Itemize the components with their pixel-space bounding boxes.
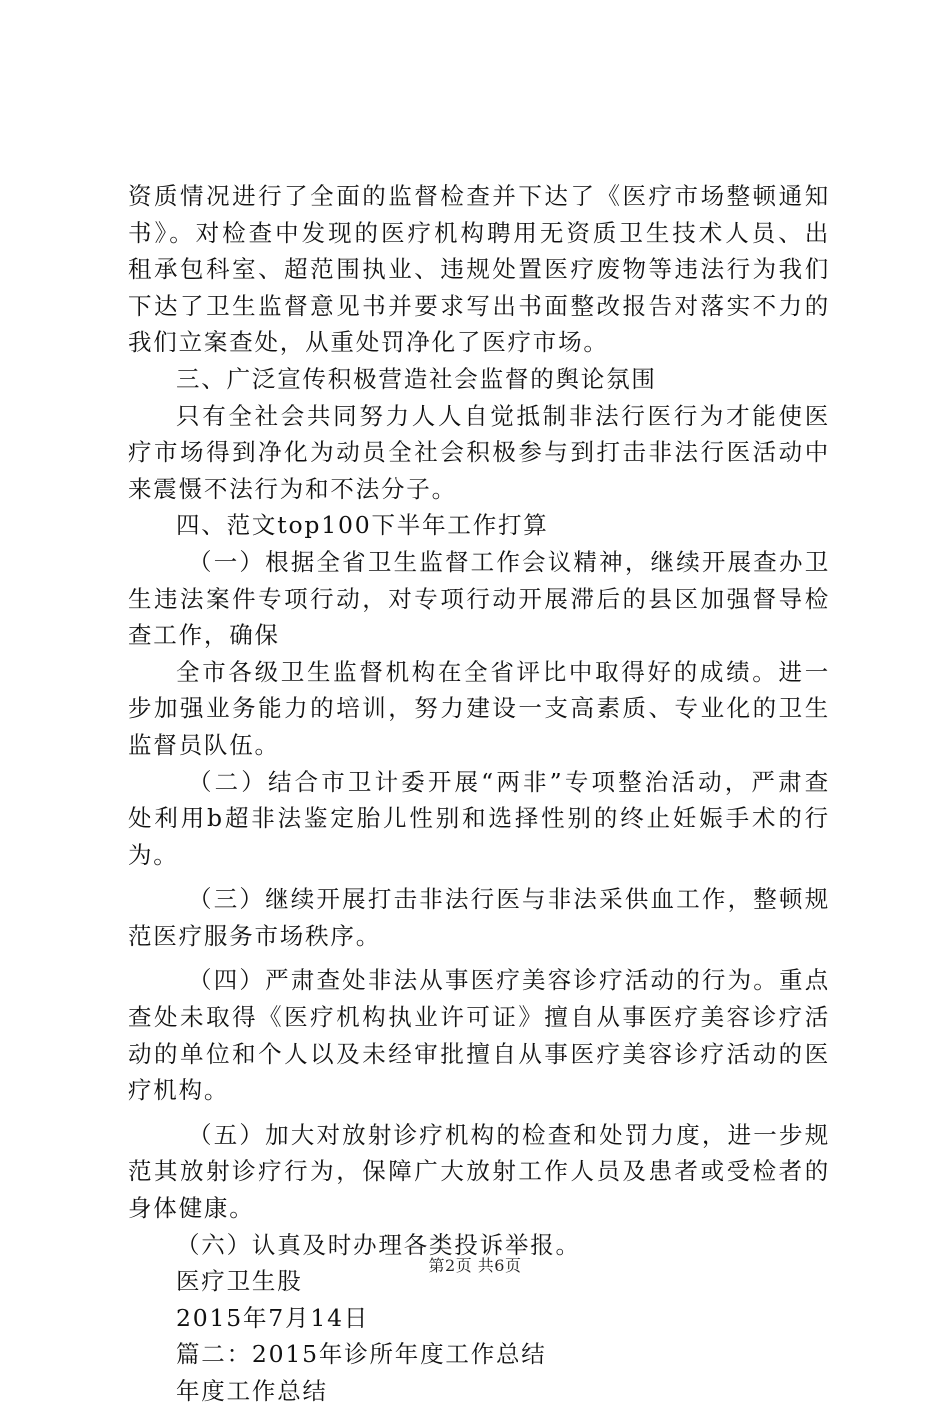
text-line: 生违法案件专项行动，对专项行动开展滞后的县区加强督导检 (128, 584, 830, 613)
text-line: 动的单位和个人以及未经审批擅自从事医疗美容诊疗活动的医 (128, 1039, 830, 1068)
text-line: 下达了卫生监督意见书并要求写出书面整改报告对落实不力的 (128, 291, 830, 320)
text-line: 处利用b超非法鉴定胎儿性别和选择性别的终止妊娠手术的行 (128, 804, 830, 833)
list-item-line: （六）认真及时办理各类投诉举报。 (176, 1230, 581, 1259)
text-line: 来震慑不法行为和不法分子。 (128, 474, 457, 503)
list-item-line: （三）继续开展打击非法行医与非法采供血工作，整顿规 (188, 885, 830, 914)
text-line: 疗机构。 (128, 1076, 230, 1105)
page-number-footer: 第2页 共6页 (428, 1256, 522, 1275)
text-line: 为。 (128, 840, 179, 869)
text-line: 只有全社会共同努力人人自觉抵制非法行医行为才能使医 (176, 401, 830, 430)
text-line: 全市各级卫生监督机构在全省评比中取得好的成绩。进一 (176, 657, 830, 686)
document-body (128, 178, 830, 1410)
text-line: 资质情况进行了全面的监督检查并下达了《医疗市场整顿通知 (128, 182, 830, 210)
section-heading: 四、范文top100下半年工作打算 (176, 511, 549, 540)
text-line: 范其放射诊疗行为，保障广大放射工作人员及患者或受检者的 (128, 1157, 830, 1186)
list-item-line: （二）结合市卫计委开展“两非”专项整治活动，严肃查 (188, 767, 830, 796)
text-line: 查处未取得《医疗机构执业许可证》擅自从事医疗美容诊疗活 (128, 1003, 830, 1032)
text-line: 范医疗服务市场秩序。 (128, 921, 381, 950)
text-line: 监督员队伍。 (128, 730, 280, 759)
text-line: 身体健康。 (128, 1194, 255, 1223)
list-item-line: （四）严肃查处非法从事医疗美容诊疗活动的行为。重点 (188, 966, 830, 995)
text-line: 步加强业务能力的培训，努力建设一支高素质、专业化的卫生 (128, 694, 830, 723)
department-name: 医疗卫生股 (176, 1267, 303, 1296)
text-line: 疗市场得到净化为动员全社会积极参与到打击非法行医活动中 (128, 438, 830, 467)
section-heading: 三、广泛宣传积极营造社会监督的舆论氛围 (176, 364, 657, 393)
text-line: 书》。对检查中发现的医疗机构聘用无资质卫生技术人员、出 (128, 218, 830, 247)
text-line: 查工作，确保 (128, 621, 280, 650)
text-line: 我们立案查处，从重处罚净化了医疗市场。 (128, 328, 609, 357)
article-heading: 篇二：2015年诊所年度工作总结 (176, 1340, 547, 1369)
article-title: 年度工作总结 (176, 1377, 328, 1405)
document-date: 2015年7月14日 (176, 1303, 370, 1332)
list-item-line: （一）根据全省卫生监督工作会议精神，继续开展查办卫 (188, 547, 830, 576)
text-line: 租承包科室、超范围执业、违规处置医疗废物等违法行为我们 (128, 255, 830, 284)
list-item-line: （五）加大对放射诊疗机构的检查和处罚力度，进一步规 (188, 1120, 830, 1149)
